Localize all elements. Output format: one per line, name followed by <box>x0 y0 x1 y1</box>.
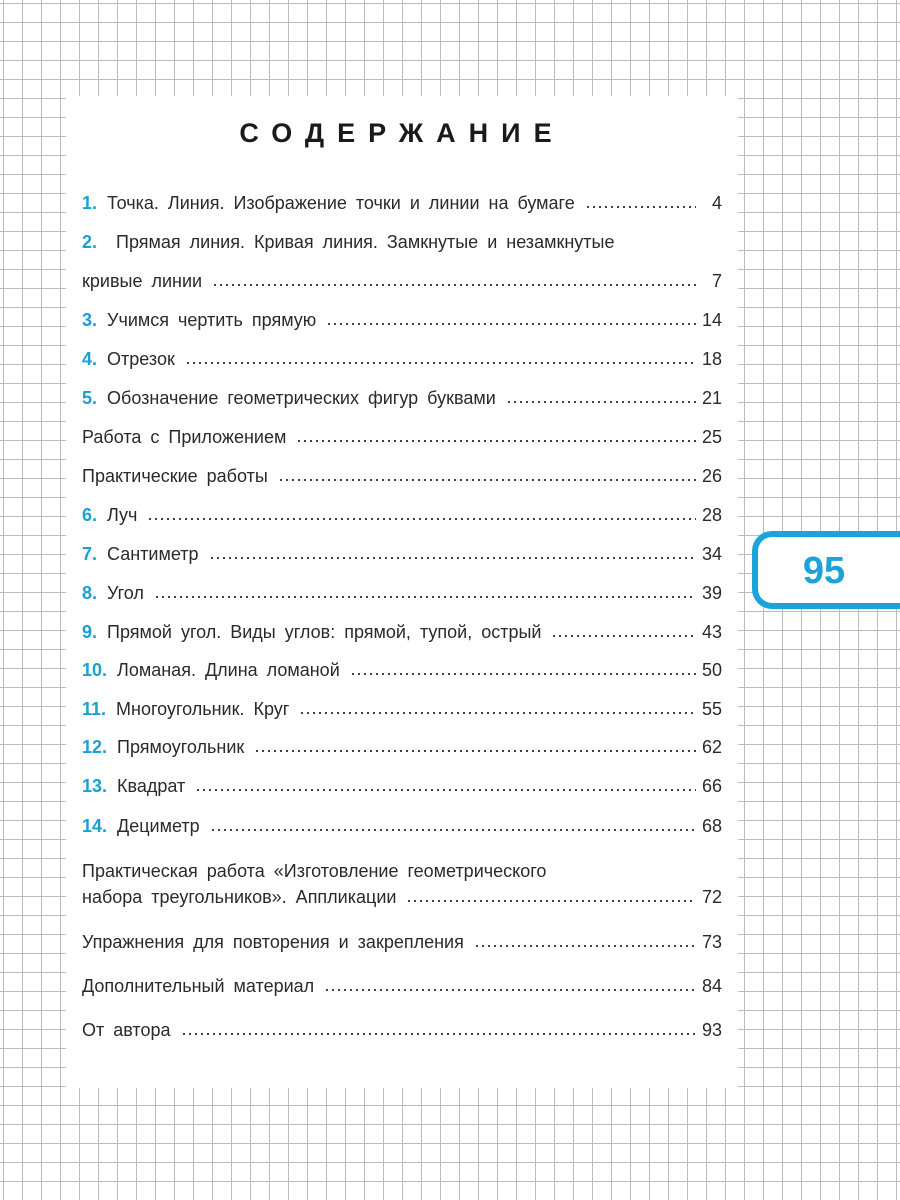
toc-entry-practical-works[interactable] <box>82 463 722 489</box>
entry-page: 34 <box>701 544 722 564</box>
entry-title: Прямоугольник <box>117 737 245 757</box>
entry-title: Прямая линия. Кривая линия. Замкнутые и незамкнутые <box>116 232 615 252</box>
entry-title: От автора <box>82 1020 171 1040</box>
entry-title: Луч <box>107 505 138 525</box>
toc-entry-exercises[interactable] <box>82 929 722 955</box>
entry-page: 66 <box>701 776 722 796</box>
leader-dots <box>296 439 696 443</box>
toc-entry-11[interactable] <box>82 696 722 722</box>
leader-dots <box>154 595 696 599</box>
entry-page: 7 <box>711 271 722 291</box>
toc-entry-appendix-work[interactable] <box>82 424 722 450</box>
entry-page: 93 <box>701 1020 722 1040</box>
toc-entry-5[interactable] <box>82 385 722 411</box>
page-title: СОДЕРЖАНИЕ <box>239 118 565 148</box>
entry-title-continued: набора треугольников». Аппликации <box>82 887 397 907</box>
toc-entry-6[interactable] <box>82 502 722 528</box>
entry-number: 3. <box>82 310 98 330</box>
entry-page: 18 <box>701 349 722 369</box>
entry-page: 43 <box>701 622 722 642</box>
leader-dots <box>210 828 696 832</box>
toc-entry-additional-material[interactable] <box>82 973 722 999</box>
toc-entry-from-author[interactable] <box>82 1017 722 1043</box>
entry-title: Дециметр <box>117 816 200 836</box>
entry-number: 11. <box>82 699 107 719</box>
leader-dots <box>209 556 696 560</box>
entry-page: 55 <box>701 699 722 719</box>
entry-page: 26 <box>701 466 722 486</box>
entry-title: Точка. Линия. Изображение точки и линии на бумаге <box>107 193 575 213</box>
entry-page: 72 <box>701 887 722 907</box>
leader-dots <box>474 944 696 948</box>
leader-dots <box>585 205 696 209</box>
entry-page: 25 <box>701 427 722 447</box>
leader-dots <box>195 788 696 792</box>
toc-entry-2-line-2[interactable] <box>82 268 722 294</box>
page-number: 95 <box>802 550 846 592</box>
entry-page: 62 <box>701 737 722 757</box>
entry-title: Практические работы <box>82 466 268 486</box>
leader-dots <box>185 361 696 365</box>
entry-number: 7. <box>82 544 98 564</box>
toc-entry-7[interactable] <box>82 541 722 567</box>
leader-dots <box>278 478 696 482</box>
entry-title: Обозначение геометрических фигур буквами <box>107 388 496 408</box>
entry-page: 39 <box>701 583 722 603</box>
entry-title-continued: кривые линии <box>82 271 203 291</box>
leader-dots <box>147 517 696 521</box>
leader-dots <box>299 711 696 715</box>
toc-entry-3[interactable] <box>82 307 722 333</box>
leader-dots <box>181 1032 696 1036</box>
entry-title: Многоугольник. Круг <box>116 699 290 719</box>
leader-dots <box>406 899 696 903</box>
leader-dots <box>506 400 696 404</box>
entry-title: Сантиметр <box>107 544 199 564</box>
toc-entry-8[interactable] <box>82 580 722 606</box>
entry-title: Квадрат <box>117 776 186 796</box>
toc-entry-4[interactable] <box>82 346 722 372</box>
entry-page: 73 <box>701 932 722 952</box>
entry-title: Упражнения для повторения и закрепления <box>82 932 464 952</box>
entry-page: 28 <box>701 505 722 525</box>
toc-entry-10[interactable] <box>82 657 722 683</box>
entry-number: 5. <box>82 388 98 408</box>
toc-entry-1[interactable] <box>82 190 722 216</box>
entry-page: 50 <box>701 660 722 680</box>
entry-title: Прямой угол. Виды углов: прямой, тупой, острый <box>107 622 542 642</box>
toc-entry-9[interactable] <box>82 619 722 645</box>
entry-number: 4. <box>82 349 98 369</box>
leader-dots <box>326 322 696 326</box>
toc-entry-2-line-1[interactable] <box>82 229 614 255</box>
leader-dots <box>551 634 696 638</box>
toc-entry-practical-work-line-2[interactable] <box>82 884 722 910</box>
entry-number: 13. <box>82 776 108 796</box>
entry-title: Работа с Приложением <box>82 427 287 447</box>
entry-number: 8. <box>82 583 98 603</box>
toc-entry-13[interactable] <box>82 773 722 799</box>
toc-entry-12[interactable] <box>82 734 722 760</box>
entry-page: 14 <box>701 310 722 330</box>
entry-page: 84 <box>701 976 722 996</box>
entry-title: Угол <box>107 583 144 603</box>
entry-page: 68 <box>701 816 722 836</box>
entry-title: Учимся чертить прямую <box>107 310 317 330</box>
leader-dots <box>324 988 696 992</box>
entry-title: Практическая работа «Изготовление геометрического <box>82 861 547 881</box>
entry-number: 6. <box>82 505 98 525</box>
entry-number: 14. <box>82 816 108 836</box>
entry-number: 12. <box>82 737 108 757</box>
entry-page: 21 <box>701 388 722 408</box>
entry-number: 2. <box>82 232 98 252</box>
leader-dots <box>212 283 696 287</box>
entry-title: Отрезок <box>107 349 175 369</box>
entry-number: 10. <box>82 660 108 680</box>
entry-title: Ломаная. Длина ломаной <box>117 660 340 680</box>
entry-title: Дополнительный материал <box>82 976 315 996</box>
entry-number: 9. <box>82 622 98 642</box>
entry-page: 4 <box>711 193 722 213</box>
toc-entry-practical-work-line-1[interactable] <box>82 858 546 884</box>
leader-dots <box>350 672 696 676</box>
toc-entry-14[interactable] <box>82 813 722 839</box>
leader-dots <box>254 749 696 753</box>
entry-number: 1. <box>82 193 98 213</box>
